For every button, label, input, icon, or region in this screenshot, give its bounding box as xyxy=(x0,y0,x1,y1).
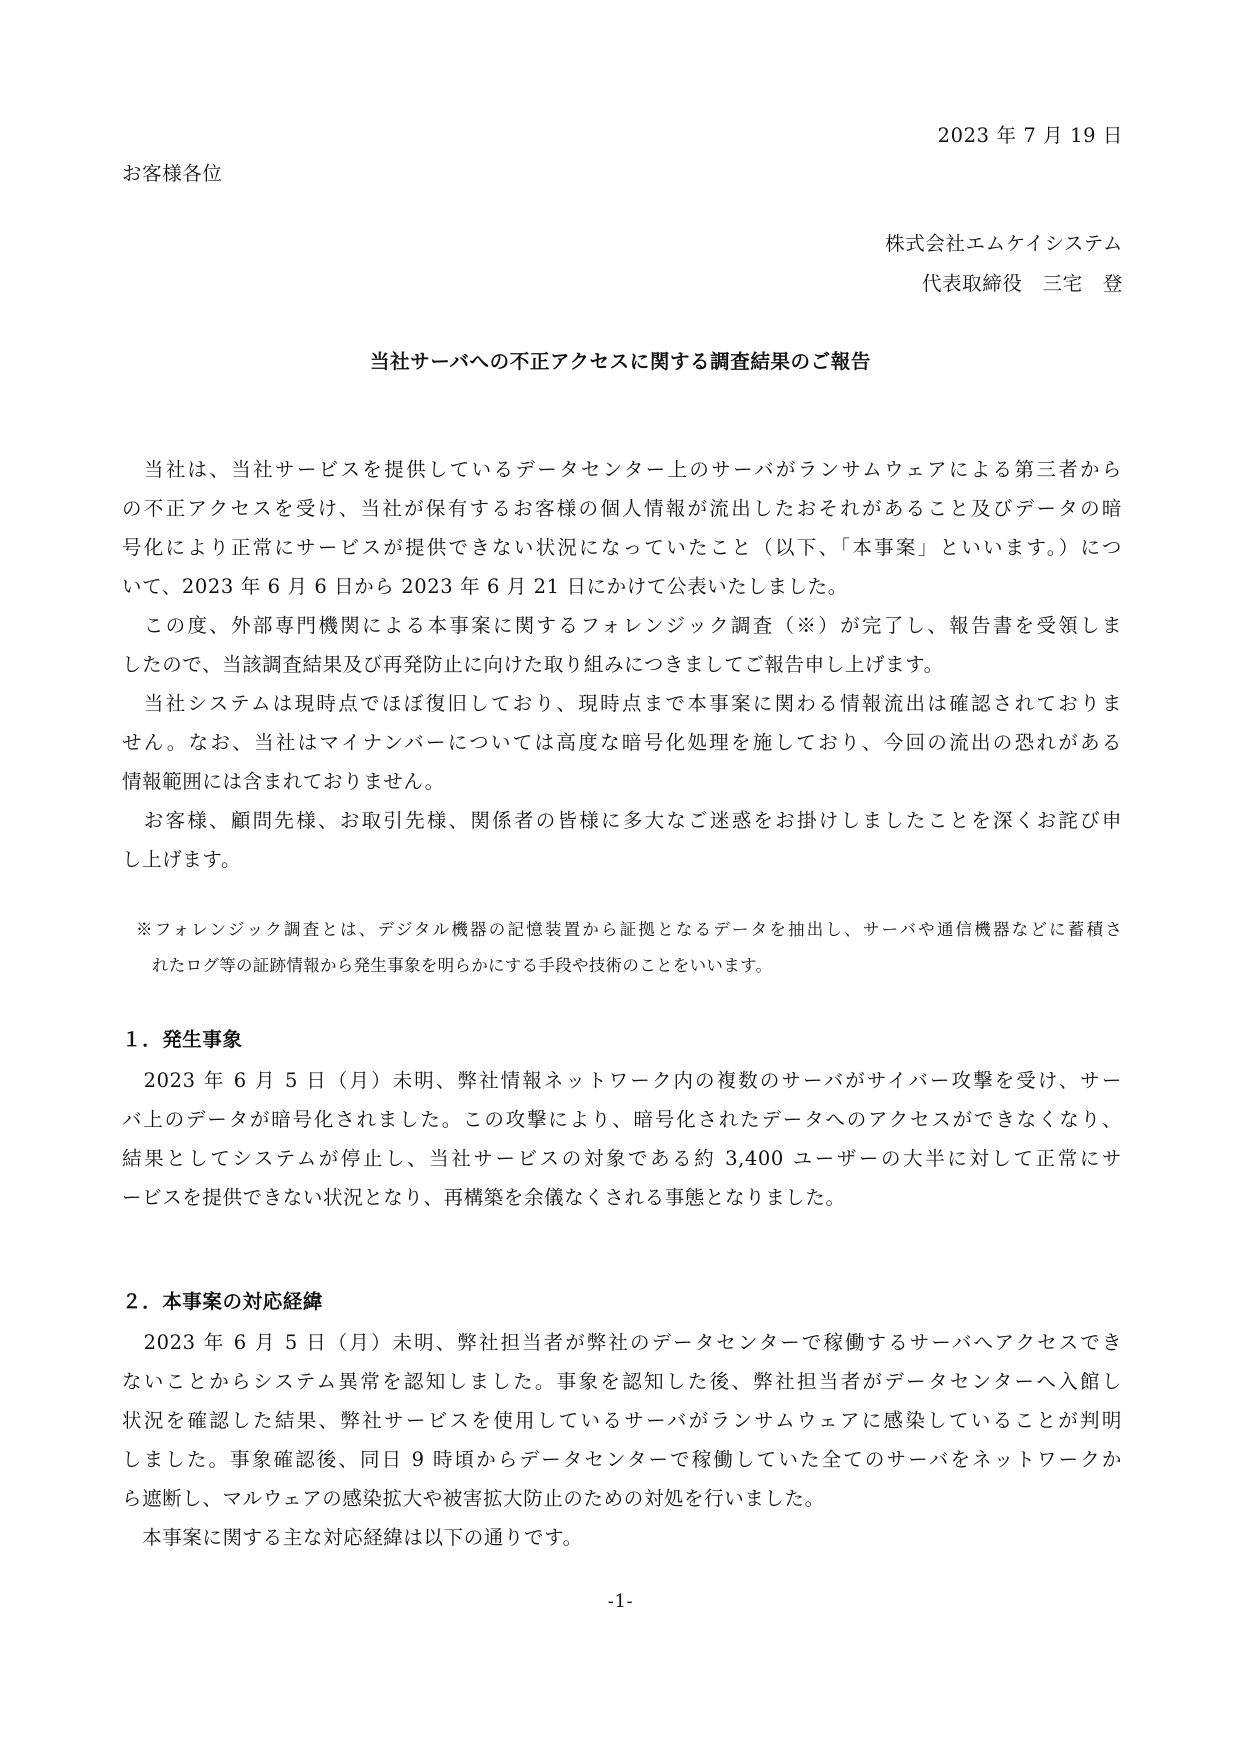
section-line: バ上のデータが暗号化されました。この攻撃により、暗号化されたデータへのアクセスができなくなり、 xyxy=(122,1108,1122,1131)
intro-line: 号化により正常にサービスが提供できない状況になっていたこと（以下、「本事案」といいます。）につ xyxy=(122,536,1122,559)
intro-line: いて、2023 年 6 月 6 日から 2023 年 6 月 21 日にかけて公表いたしました。 xyxy=(122,575,848,598)
section-line: ないことからシステム異常を認知しました。事象を認知した後、弊社担当者がデータセンターへ入館し xyxy=(122,1370,1122,1393)
document-date: 2023 年 7 月 19 日 xyxy=(937,124,1123,147)
intro-line: 当社は、当社サービスを提供しているデータセンター上のサーバがランサムウェアによる第三者から xyxy=(122,458,1122,481)
section-line: 結果としてシステムが停止し、当社サービスの対象である約 3,400 ユーザーの大半に対して正常にサ xyxy=(122,1147,1122,1170)
footnote-line: ※フォレンジック調査とは、デジタル機器の記憶装置から証拠となるデータを抽出し、サーバや通信機器などに蓄積さ xyxy=(136,920,1122,939)
section-heading: ２．本事案の対応経緯 xyxy=(122,1290,324,1313)
company-name: 株式会社エムケイシステム xyxy=(885,232,1123,255)
intro-line: 情報範囲には含まれておりません。 xyxy=(122,770,445,793)
intro-line: せん。なお、当社はマイナンバーについては高度な暗号化処理を施しており、今回の流出の恐れがある xyxy=(122,731,1122,754)
section-line: ービスを提供できない状況となり、再構築を余儀なくされる事態となりました。 xyxy=(122,1186,846,1209)
intro-line: 当社システムは現時点でほぼ復旧しており、現時点まで本事案に関わる情報流出は確認されておりま xyxy=(122,692,1122,715)
document-title: 当社サーバへの不正アクセスに関する調査結果のご報告 xyxy=(370,350,871,373)
intro-line: したので、当該調査結果及び再発防止に向けた取り組みにつきましてご報告申し上げます。 xyxy=(122,653,944,676)
intro-line: この度、外部専門機関による本事案に関するフォレンジック調査（※）が完了し、報告書を受領しま xyxy=(122,614,1122,637)
section-line: しました。事象確認後、同日 9 時頃からデータセンターで稼働していた全てのサーバをネットワークか xyxy=(122,1448,1122,1471)
signatory: 代表取締役 三宅 登 xyxy=(921,272,1123,295)
section-line: 本事案に関する主な対応経緯は以下の通りです。 xyxy=(122,1526,583,1549)
footnote-line: れたログ等の証跡情報から発生事象を明らかにする手段や技術のことをいいます。 xyxy=(152,956,773,975)
section-line: 2023 年 6 月 5 日（月）未明、弊社情報ネットワーク内の複数のサーバがサイバー攻撃を受け、サー xyxy=(122,1069,1122,1092)
addressee: お客様各位 xyxy=(122,162,223,185)
intro-line: の不正アクセスを受け、当社が保有するお客様の個人情報が流出したおそれがあること及びデータの暗 xyxy=(122,497,1122,520)
section-line: 状況を確認した結果、弊社サービスを使用しているサーバがランサムウェアに感染していることが判明 xyxy=(122,1409,1122,1432)
section-heading: １．発生事象 xyxy=(122,1028,243,1051)
section-line: ら遮断し、マルウェアの感染拡大や被害拡大防止のための対処を行いました。 xyxy=(122,1487,825,1510)
page-number: -1- xyxy=(607,1591,634,1612)
intro-line: し上げます。 xyxy=(122,848,242,871)
section-line: 2023 年 6 月 5 日（月）未明、弊社担当者が弊社のデータセンターで稼働するサーバへアクセスでき xyxy=(122,1331,1122,1354)
intro-line: お客様、顧問先様、お取引先様、関係者の皆様に多大なご迷惑をお掛けしましたことを深くお詫び申 xyxy=(122,809,1122,832)
